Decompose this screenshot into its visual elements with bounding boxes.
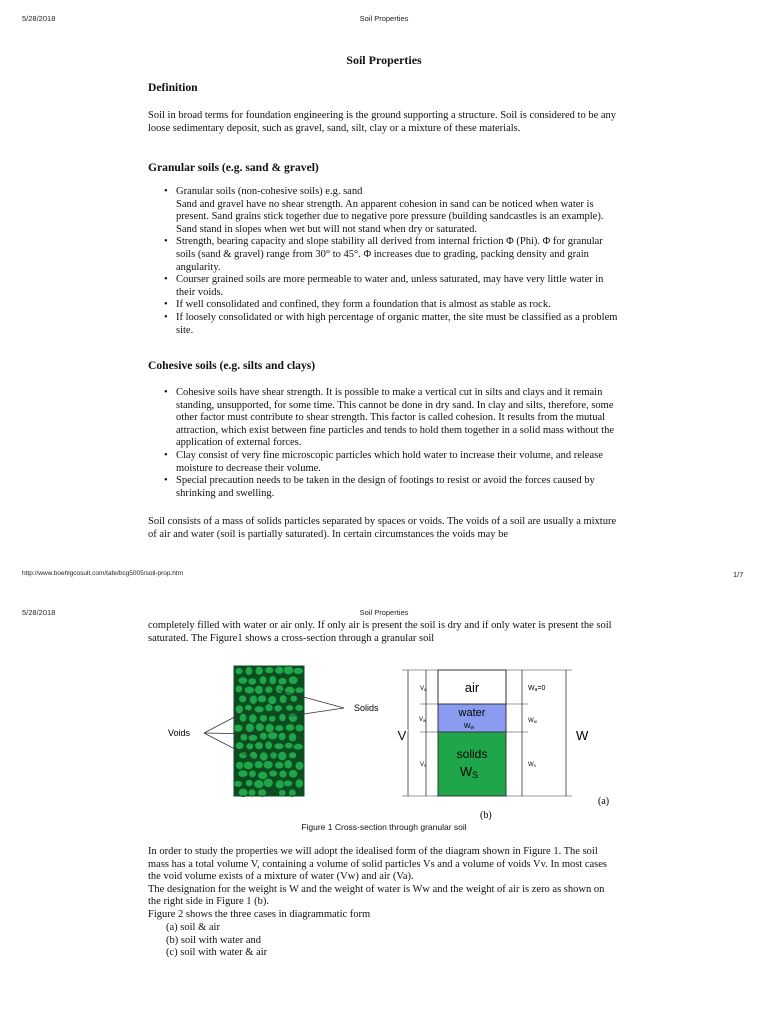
- solids-label: Solids: [354, 703, 379, 713]
- soil-grain: [235, 705, 243, 714]
- soil-grain: [258, 771, 268, 779]
- voids-label: Voids: [168, 728, 191, 738]
- list-item: • Special precaution needs to be taken in the design of footings to resist or avoid the forces caused by shrinking and swelling.: [162, 475, 618, 500]
- air-label: air: [464, 680, 480, 695]
- figure-description-paragraph: [148, 846, 618, 922]
- soil-grain: [239, 788, 248, 796]
- soil-grain: [235, 668, 243, 675]
- soil-grain: [293, 744, 303, 750]
- soil-grain: [274, 743, 284, 750]
- ws-right-label: Ws: [528, 762, 536, 768]
- soil-grain: [248, 734, 257, 741]
- soil-grain: [240, 734, 247, 741]
- soil-grain: [295, 779, 303, 788]
- page1-header-date: 5/28/2018: [22, 14, 56, 23]
- soil-grain: [268, 696, 277, 705]
- soil-grain: [248, 678, 257, 685]
- soil-grain: [288, 733, 296, 742]
- cohesive-heading: Cohesive soils (e.g. silts and clays): [148, 359, 316, 372]
- soil-grain: [283, 666, 293, 675]
- water-label: water: [458, 707, 486, 719]
- soil-grain: [295, 761, 304, 770]
- soil-grain: [279, 790, 286, 797]
- soil-grain: [239, 695, 247, 703]
- soil-grain: [249, 695, 257, 704]
- para-1: In order to study the properties we will adopt the idealised form of the diagram shown in Figure 1. The soil mass has a total volume V, containing a volume of solid particles Vs and a volume of voids Vv. In most cases the void volume exists of a mixture of water (Vw) and air (Va).: [148, 846, 608, 883]
- definition-text: Soil in broad terms for foundation engineering is the ground supporting a structure. Soil is considered to be any loose sedimentary deposit, such as gravel, sand, silt, clay or a mixture of these materials.: [148, 110, 617, 134]
- soil-grain: [279, 770, 287, 778]
- cohesive-list: [162, 387, 618, 500]
- soil-grain: [278, 678, 287, 685]
- soil-grain: [265, 686, 273, 693]
- soil-grain: [295, 724, 304, 732]
- list-item-subtext: Sand and gravel have no shear strength. An apparent cohesion in sand can be noticed when water is present. Sand grains stick together due to negative pore pressure (building sandcastles is an example). Sand stand in slopes when wet but will not stand when dry or saturated.: [176, 198, 604, 235]
- soil-grain: [239, 714, 246, 723]
- soil-grain: [255, 742, 263, 750]
- soil-grain: [258, 789, 267, 797]
- vw-label: Vw: [419, 717, 427, 723]
- list-item: • If loosely consolidated or with high percentage of organic matter, the site must be classified as a problem site.: [162, 312, 618, 337]
- soil-grain: [286, 705, 294, 711]
- figure-1: [158, 660, 618, 820]
- soil-grain: [259, 715, 267, 722]
- soil-grain: [295, 687, 304, 693]
- page1-header-title: Soil Properties: [359, 14, 409, 23]
- para-3: Figure 2 shows the three cases in diagrammatic form: [148, 908, 371, 920]
- soil-grain: [278, 751, 287, 760]
- soil-grain: [290, 695, 297, 702]
- page2-header-date: 5/28/2018: [22, 608, 56, 617]
- soil-grain: [275, 780, 284, 789]
- soil-grain: [295, 704, 303, 711]
- soil-grain: [255, 667, 263, 676]
- subfigure-b-label: (b): [480, 810, 492, 820]
- granular-list: [162, 186, 618, 337]
- soil-grain: [260, 732, 268, 740]
- soil-grain: [234, 724, 243, 732]
- footer-url[interactable]: http://www.boehlgcosult.com/tafe/bcg5005/soil-prop.htm: [22, 570, 184, 577]
- soil-grain: [269, 770, 278, 777]
- list-item: • Clay consist of very fine microscopic particles which hold water to increase their volume, and release moisture to decrease their volume.: [162, 450, 618, 475]
- soil-grain: [245, 705, 252, 711]
- soil-grain: [285, 724, 294, 731]
- soil-grain: [289, 752, 297, 759]
- soil-grain: [263, 761, 273, 769]
- soil-grain: [255, 685, 264, 694]
- soil-grain: [243, 761, 253, 769]
- soil-grain: [269, 676, 276, 685]
- soil-grain: [288, 713, 297, 722]
- soil-grain: [249, 714, 257, 723]
- soil-grain: [234, 781, 243, 787]
- soil-grain: [279, 714, 286, 722]
- soil-grain: [245, 667, 252, 676]
- ww-right-label: Ww: [528, 718, 537, 724]
- closing-text: Soil consists of a mass of solids particles separated by spaces or voids. The voids of a soil are usually a mixture of air and water (soil is partially saturated). In certain circumstances the voids may be: [148, 516, 617, 540]
- soil-grain: [270, 752, 277, 759]
- soil-grain: [268, 732, 278, 740]
- soil-grain: [235, 685, 242, 693]
- soil-grain: [248, 789, 256, 796]
- definition-heading: Definition: [148, 81, 198, 94]
- soil-grain: [283, 780, 292, 787]
- list-item: • If well consolidated and confined, they form a foundation that is almost as stable as rock.: [162, 299, 618, 312]
- soil-grain: [265, 704, 273, 712]
- soil-grain: [246, 743, 253, 750]
- soil-grain: [263, 778, 273, 787]
- soil-grain: [244, 686, 254, 693]
- cases-list: [166, 922, 267, 960]
- soil-grain: [254, 706, 264, 713]
- para-2: The designation for the weight is W and the weight of water is Ww and the weight of air is zero as shown on the right side in Figure 1 (b).: [148, 883, 605, 908]
- soil-grain: [293, 667, 303, 674]
- soil-grain: [278, 733, 286, 741]
- solids-block-label: solids: [456, 747, 488, 761]
- soil-grain: [265, 741, 272, 749]
- soil-grain: [276, 685, 284, 694]
- subfigure-a-label: (a): [598, 796, 610, 807]
- list-item: [162, 186, 618, 236]
- soil-grain: [289, 789, 297, 796]
- footer-page-number: 1/7: [733, 570, 744, 579]
- soil-grain: [260, 752, 268, 761]
- soil-grain: [236, 761, 244, 769]
- soil-grain: [246, 779, 253, 786]
- soil-grain: [254, 780, 264, 789]
- soil-grain: [285, 742, 293, 748]
- list-item: (b) soil with water and: [166, 934, 262, 946]
- granular-heading: Granular soils (e.g. sand & gravel): [148, 161, 319, 174]
- ws-label: WS: [459, 764, 479, 780]
- soil-grain: [274, 705, 282, 712]
- soil-grain: [275, 725, 284, 732]
- list-item: • Strength, bearing capacity and slope stability all derived from internal friction Φ (Phi). Φ for granular soils (sand & gravel) range from 30° to 45°. Φ increases due to grading, packing density and grain angularity.: [162, 236, 618, 274]
- soil-grain: [288, 676, 298, 684]
- soil-grain: [275, 666, 284, 674]
- soil-grain: [236, 742, 244, 750]
- list-item: (a) soil & air: [166, 922, 220, 933]
- total-weight-label: W: [576, 728, 589, 743]
- figure-caption: Figure 1 Cross-section through granular soil: [301, 822, 467, 832]
- soil-grain: [284, 760, 292, 769]
- soil-grain: [249, 770, 256, 777]
- list-item: • Cohesive soils have shear strength. It is possible to make a vertical cut in silts and clays and it remain standing, unsupported, for some time. This cannot be done in dry sand. In clay and silts, therefore, some other factor must contribute to shear strength. This factor is called cohesion. It results from the mutual attraction, which exist between fine particles and tends to hold them together in a solid mass without the application of external forces.: [162, 387, 618, 450]
- soil-grain: [254, 761, 263, 769]
- soil-grain: [265, 667, 274, 674]
- va-label: Va: [420, 686, 427, 692]
- soil-grain: [289, 770, 298, 778]
- granular-soil-block: [234, 666, 305, 797]
- soil-grain: [275, 761, 284, 768]
- vs-label: Vs: [420, 762, 427, 768]
- soil-grain: [259, 676, 267, 685]
- soil-grain: [255, 723, 264, 731]
- page2-header-title: Soil Properties: [359, 608, 409, 617]
- list-item: (c) soil with water & air: [166, 947, 268, 959]
- soil-grain: [258, 695, 267, 703]
- soil-grain: [269, 716, 276, 723]
- page-title: Soil Properties: [346, 53, 422, 67]
- intro-text: completely filled with water or air only. If only air is present the soil is dry and if only water is present the soil saturated. The Figure1 shows a cross-section through a granular soil: [148, 620, 612, 644]
- soil-grain: [238, 770, 248, 777]
- list-item-text: Granular soils (non-cohesive soils) e.g. sand: [176, 186, 363, 197]
- soil-grain: [246, 723, 255, 732]
- soil-grain: [279, 695, 287, 704]
- total-volume-label: V: [397, 728, 407, 743]
- soil-grain: [265, 724, 274, 733]
- list-item: • Courser grained soils are more permeable to water and, unless saturated, may have very little water in their voids.: [162, 274, 618, 299]
- wa-label: Wa=0: [528, 685, 546, 693]
- ww-label: Ww: [463, 723, 475, 731]
- soil-grain: [238, 677, 247, 684]
